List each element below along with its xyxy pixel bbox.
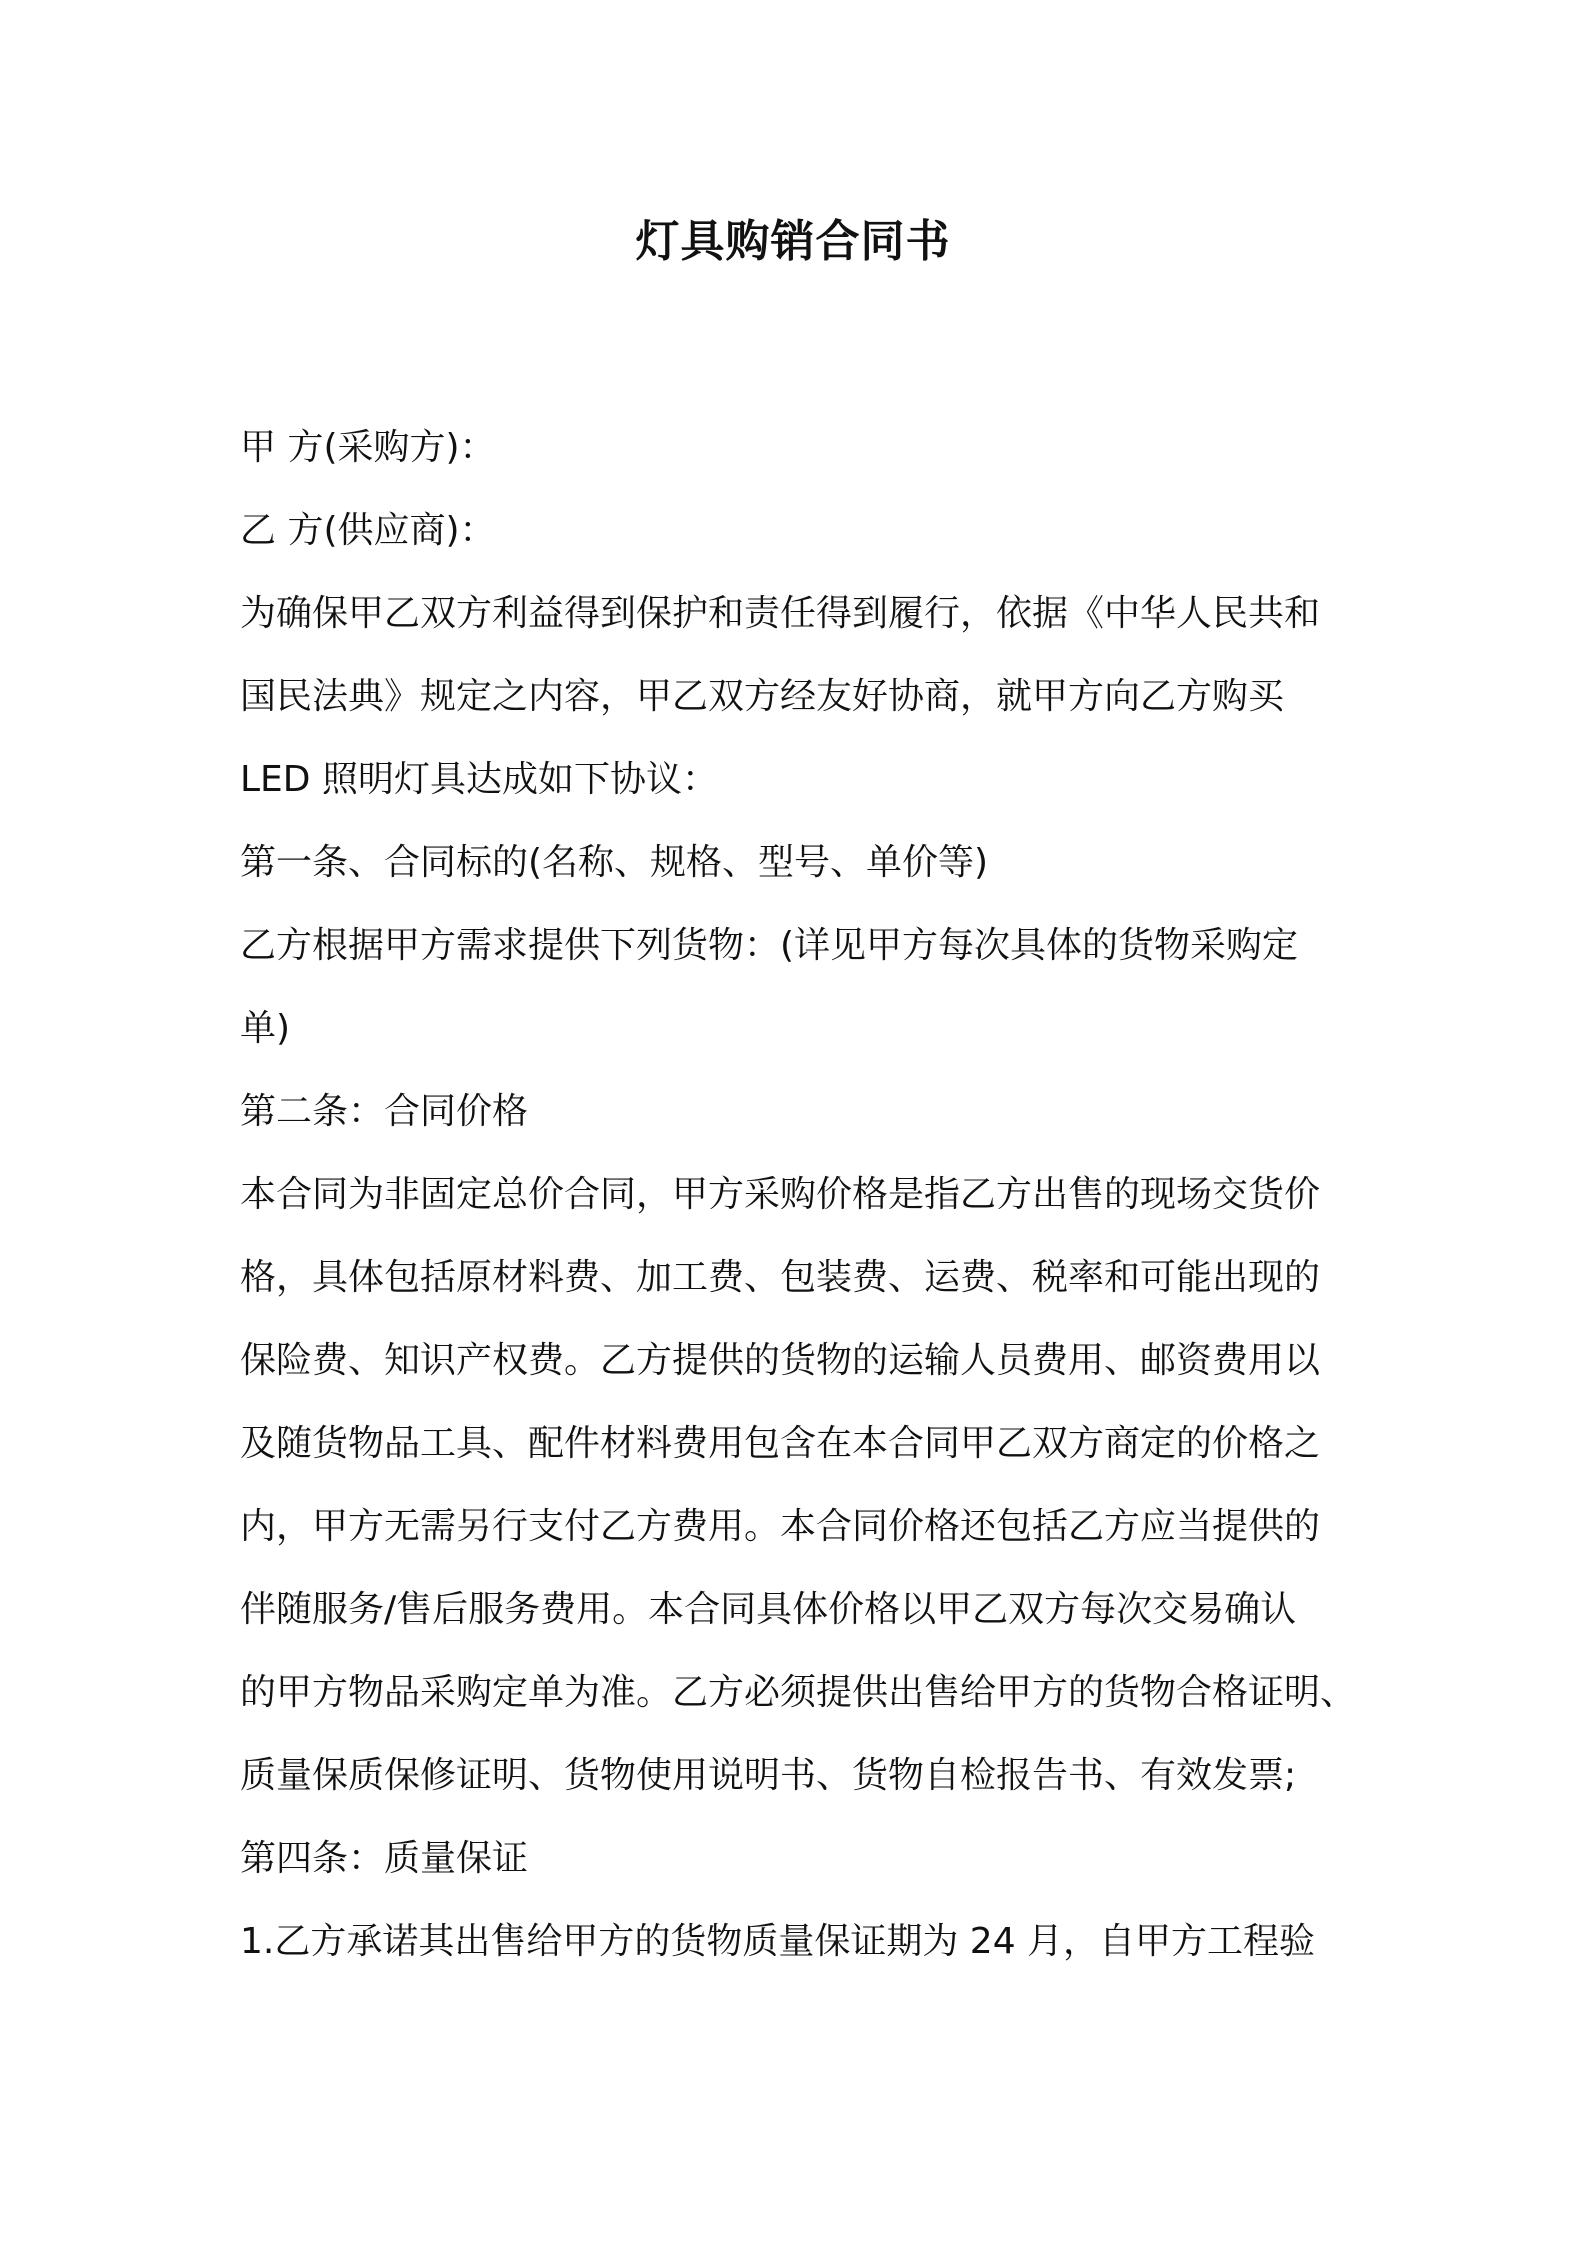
preamble-line: LED 照明灯具达成如下协议： [240,759,718,800]
article-2-text: 本合同为非固定总价合同，甲方采购价格是指乙方出售的现场交货价 [240,1174,1321,1215]
article-2-text: 格，具体包括原材料费、加工费、包装费、运费、税率和可能出现的 [240,1257,1321,1298]
article-1-text: 乙方根据甲方需求提供下列货物：(详见甲方每次具体的货物采购定 [240,925,1299,966]
article-2-text: 的甲方物品采购定单为准。乙方必须提供出售给甲方的货物合格证明、 [240,1672,1357,1713]
article-2-text: 保险费、知识产权费。乙方提供的货物的运输人员费用、邮资费用以 [240,1340,1321,1381]
document-title: 灯具购销合同书 [635,216,951,267]
article-4-text: 1.乙方承诺其出售给甲方的货物质量保证期为 24 月，自甲方工程验 [240,1921,1316,1962]
article-2-text: 伴随服务/售后服务费用。本合同具体价格以甲乙双方每次交易确认 [240,1589,1297,1630]
article-2-text: 内，甲方无需另行支付乙方费用。本合同价格还包括乙方应当提供的 [240,1506,1321,1547]
article-2-heading: 第二条：合同价格 [240,1091,529,1132]
party-a-line: 甲 方(采购方)： [240,427,496,468]
article-1-heading: 第一条、合同标的(名称、规格、型号、单价等) [240,842,989,883]
preamble-line: 为确保甲乙双方利益得到保护和责任得到履行，依据《中华人民共和 [240,593,1321,634]
article-4-heading: 第四条：质量保证 [240,1838,529,1879]
article-1-text: 单) [240,1008,291,1049]
party-b-line: 乙 方(供应商)： [240,510,496,551]
article-2-text: 及随货物品工具、配件材料费用包含在本合同甲乙双方商定的价格之 [240,1423,1321,1464]
article-2-text: 质量保质保修证明、货物使用说明书、货物自检报告书、有效发票; [240,1755,1297,1796]
preamble-line: 国民法典》规定之内容，甲乙双方经友好协商，就甲方向乙方购买 [240,676,1285,717]
document-body [240,406,1370,1983]
